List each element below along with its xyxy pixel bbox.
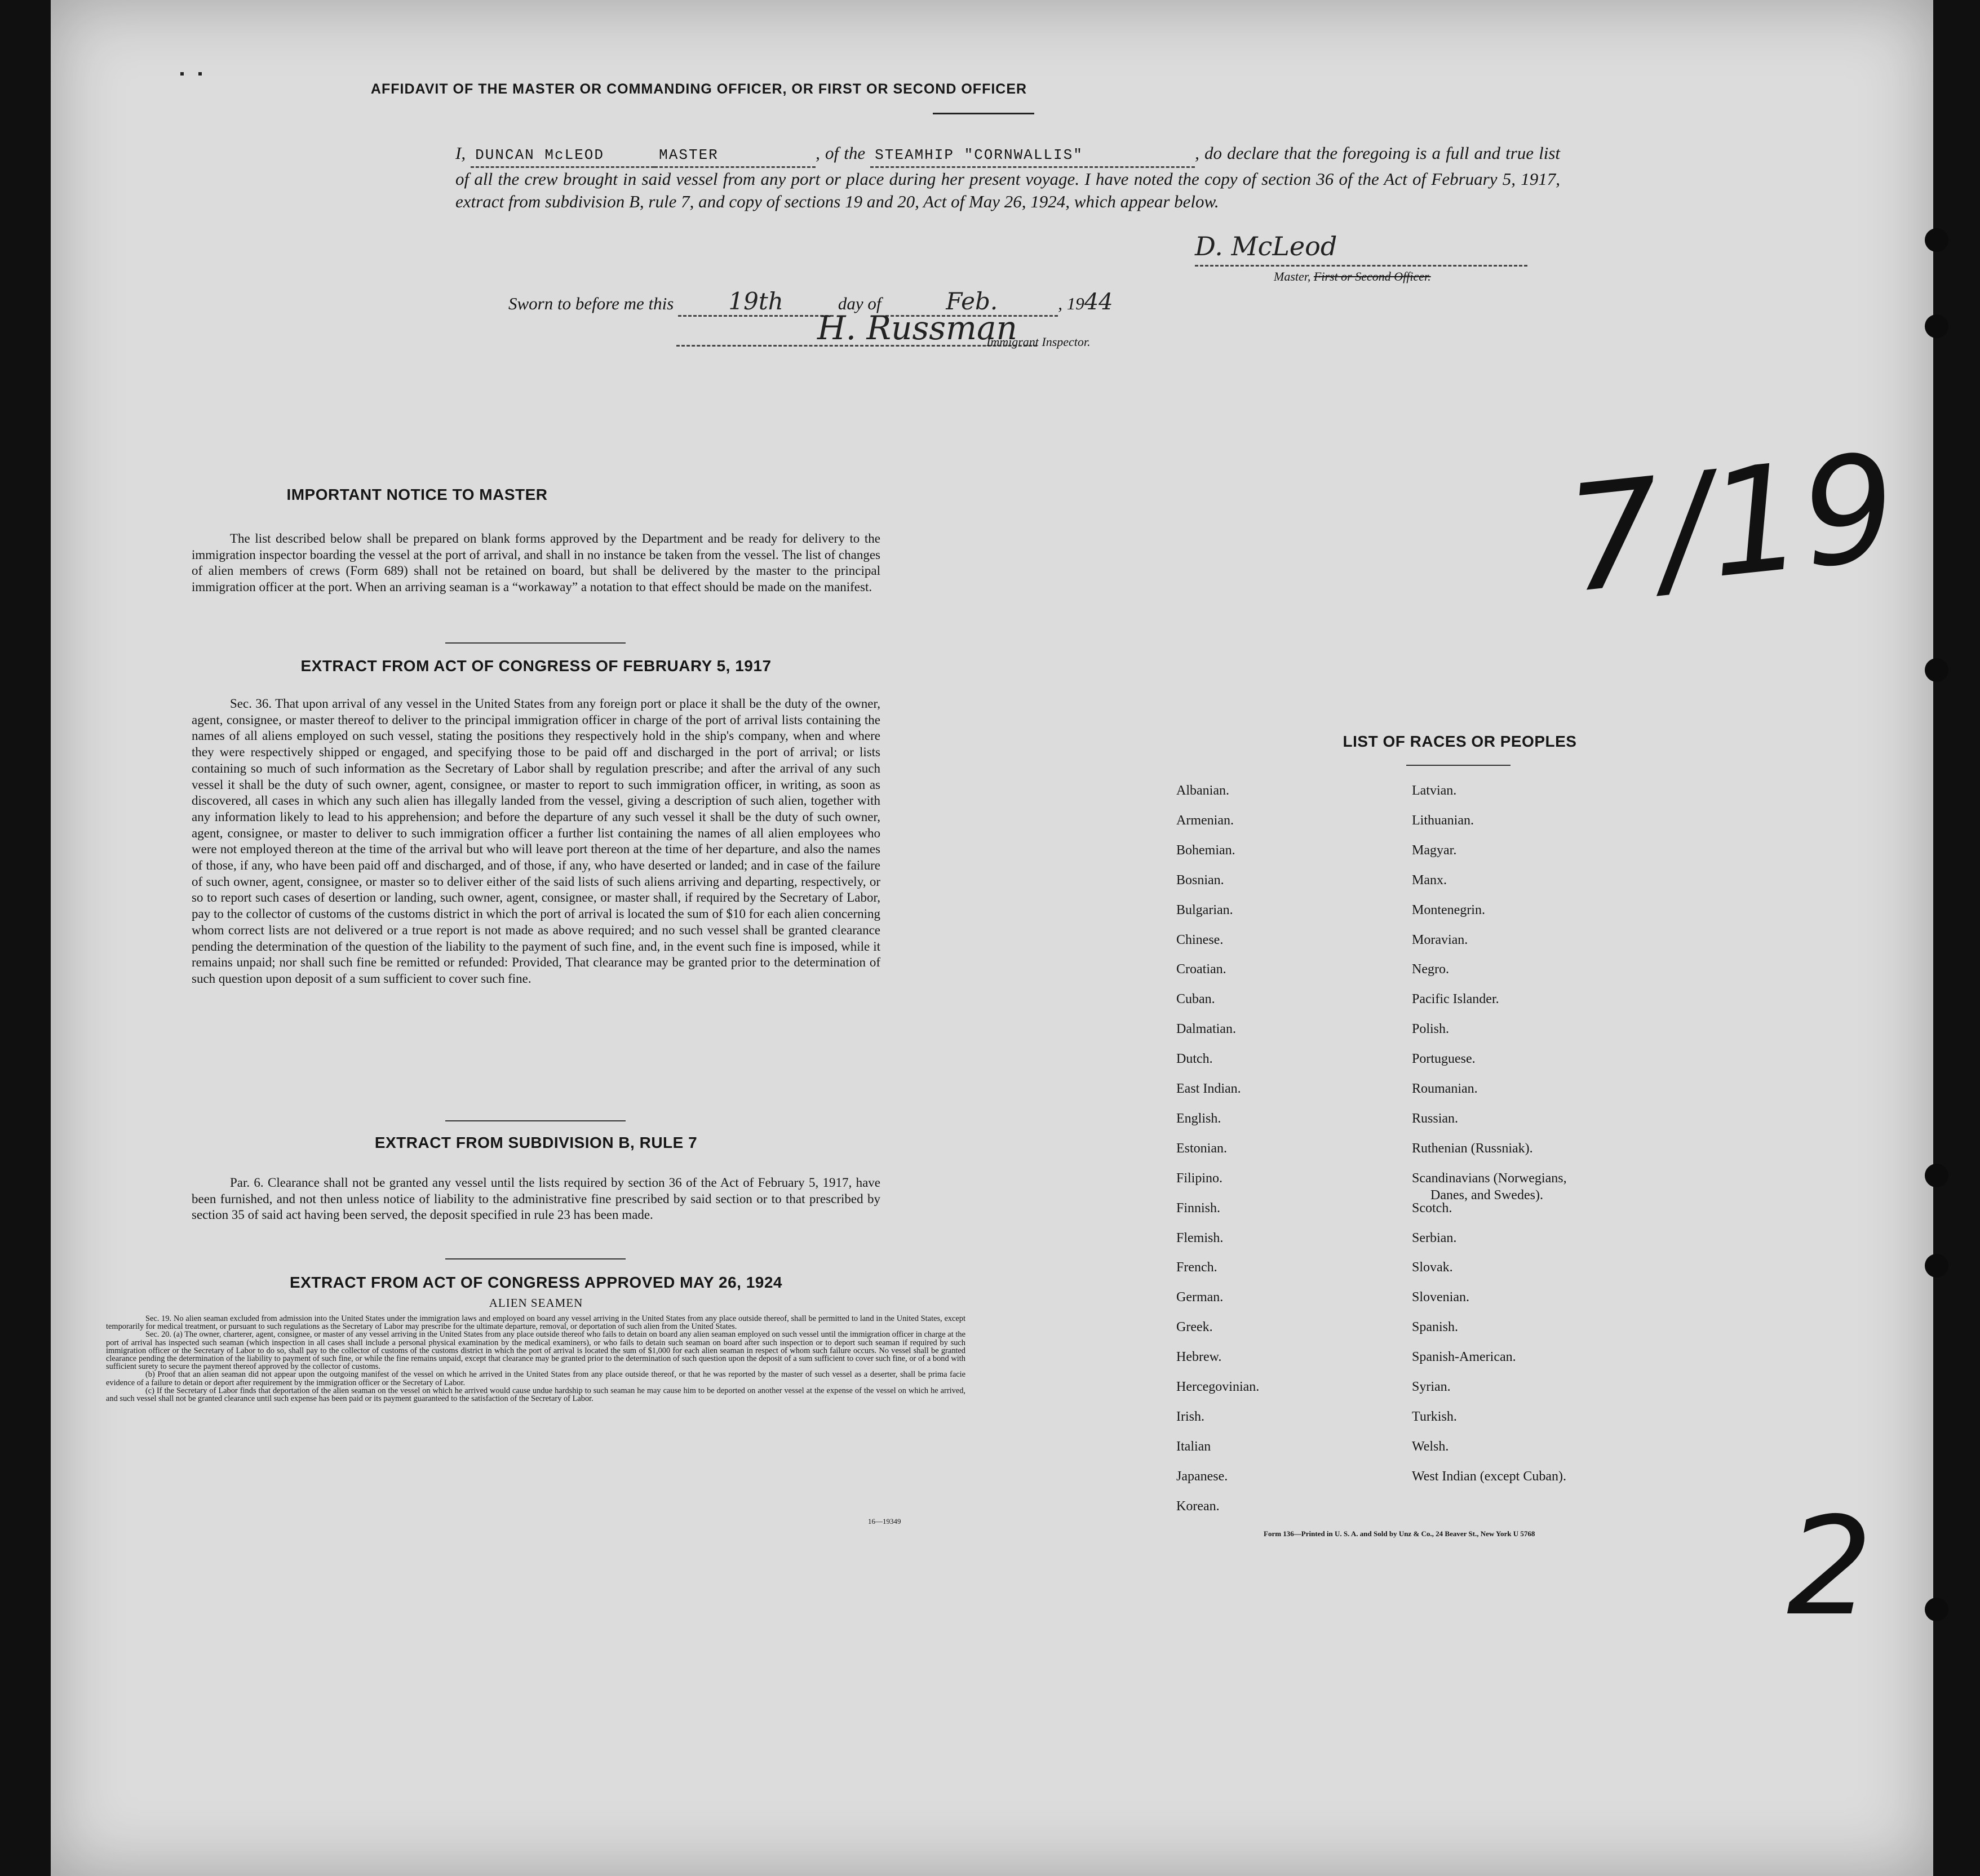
of-the-label: , of the [816, 143, 866, 163]
race-item: Turkish. [1412, 1409, 1457, 1424]
sworn-line [508, 287, 1113, 317]
sworn-month: Feb. [946, 287, 998, 315]
race-item: Estonian. [1176, 1141, 1227, 1156]
handwritten-folio-number: 7/19 [1558, 422, 1904, 626]
sworn-day: 19th [728, 287, 783, 315]
punch-hole [1925, 228, 1948, 252]
declare-label: , do declare [1195, 143, 1279, 163]
sec20c-text: (c) If the Secretary of Labor finds that deportation of the alien seaman on the vessel on which he arrived would cause undue hardship to such seaman he may cause him to be deported on another vessel at the expense of the vessel on which he arrived, and such vessel shall not be granted clearance until such expense has been paid or its payment guaranteed to the satisfaction of the Secretary of Labor. [106, 1386, 965, 1404]
declaration-text: that the foregoing is a full and true list of all the crew brought in said vessel from any port or place during her present voyage. I have noted the copy of section 36 of the Act of February 5, 1917, extract from subdivision B, rule 7, and copy of sections 19 and 20, Act of May 26, 1924, which appear below. [455, 143, 1561, 211]
punch-hole [1925, 658, 1948, 682]
sec19-text: Sec. 19. No alien seaman excluded from admission into the United States under the immigration laws and employed on board any vessel arriving in the United States from any place outside thereof, shall be permitted to land in the United States, except temporarily for medical treatment, or pursuant to such regulations as the Secretary of Labor may prescribe for the ultimate departure, removal, or deportation of such alien from the United States. [106, 1314, 965, 1332]
caption-master: Master, [1274, 269, 1311, 283]
race-item: Negro. [1412, 962, 1449, 977]
race-item: Syrian. [1412, 1380, 1451, 1394]
print-code: 16—19349 [868, 1517, 901, 1525]
extract-1924-title: EXTRACT FROM ACT OF CONGRESS APPROVED MAY 26, 1924 [290, 1274, 782, 1291]
race-item: Spanish-American. [1412, 1350, 1516, 1365]
race-item: English. [1176, 1111, 1221, 1126]
divider [445, 1258, 626, 1259]
race-item: Moravian. [1412, 932, 1468, 947]
divider [1406, 765, 1511, 766]
notice-text: The list described below shall be prepared on blank forms approved by the Department and be ready for delivery to the immigration inspector boarding the vessel at the port of arrival, and shall in no instance be taken from the vessel. The list of changes of alien members of crews (Form 689) shall not be retained on board, but shall be delivered by the master to the principal immigration officer at the port. When an arriving seaman is a “workaway” a notation to that effect should be made on the manifest. [192, 531, 880, 595]
inspector-line [676, 345, 1037, 347]
race-item: Filipino. [1176, 1170, 1223, 1186]
race-item: Danes, and Swedes). [1430, 1187, 1543, 1203]
race-item: Cuban. [1176, 992, 1215, 1007]
day-of-label: day of [838, 294, 882, 313]
punch-hole [1925, 1164, 1948, 1187]
race-item: Portuguese. [1412, 1052, 1476, 1067]
alien-seamen-subtitle: ALIEN SEAMEN [489, 1296, 583, 1310]
race-item: French. [1176, 1260, 1217, 1275]
day-field [678, 287, 834, 317]
race-item: Spanish. [1412, 1320, 1459, 1335]
race-item: Scandinavians (Norwegians, [1412, 1170, 1567, 1186]
race-item: Flemish. [1176, 1230, 1224, 1245]
race-item: Hercegovinian. [1176, 1380, 1260, 1394]
rule7-text: Par. 6. Clearance shall not be granted any vessel until the lists required by section 36 of the Act of February 5, 1917, have been furnished, and not then unless notice of liability to the administrative fine prescribed by said section or to that prescribed by section 35 of said act having been served, the deposit specified in rule 23 has been made. [192, 1176, 880, 1222]
punch-hole [1925, 1598, 1948, 1621]
master-rank: MASTER [659, 147, 719, 163]
notice-title: IMPORTANT NOTICE TO MASTER [286, 486, 548, 503]
race-item: Russian. [1412, 1111, 1459, 1126]
divider [445, 1120, 626, 1121]
vessel-field [870, 142, 1195, 168]
race-item: Lithuanian. [1412, 813, 1474, 828]
race-item: Chinese. [1176, 932, 1224, 947]
race-item: Ruthenian (Russniak). [1412, 1141, 1533, 1156]
race-item: German. [1176, 1290, 1224, 1305]
race-item: Dutch. [1176, 1052, 1213, 1067]
master-name: DUNCAN McLEOD [475, 147, 605, 163]
divider [933, 113, 1034, 114]
inspector-signature: H. Russman [817, 309, 1017, 347]
race-item: Manx. [1412, 872, 1447, 888]
race-item: Slovak. [1412, 1260, 1453, 1275]
form-note: Form 136—Printed in U. S. A. and Sold by Unz & Co., 24 Beaver St., New York U 5768 [1264, 1529, 1535, 1538]
name-field [471, 142, 654, 168]
race-item: Bohemian. [1176, 842, 1235, 858]
race-item: Latvian. [1412, 783, 1457, 798]
handwritten-mark: 2 [1787, 1488, 1873, 1646]
document-page [51, 0, 1933, 1876]
race-item: Scotch. [1412, 1200, 1452, 1216]
races-title: LIST OF RACES OR PEOPLES [1343, 733, 1577, 750]
race-item: Irish. [1176, 1409, 1204, 1424]
race-item: West Indian (except Cuban). [1412, 1469, 1566, 1484]
sworn-label: Sworn to before me this [508, 294, 674, 313]
race-item: Polish. [1412, 1022, 1450, 1037]
extract-1917-title: EXTRACT FROM ACT OF CONGRESS OF FEBRUARY 5, 1917 [300, 657, 772, 675]
race-item: Armenian. [1176, 813, 1234, 828]
sworn-year: 44 [1084, 289, 1113, 315]
signature-line [1195, 265, 1527, 267]
race-item: East Indian. [1176, 1081, 1241, 1096]
divider [445, 642, 626, 644]
race-item: Serbian. [1412, 1230, 1457, 1245]
punch-hole [1925, 314, 1948, 338]
race-item: Italian [1176, 1439, 1211, 1454]
race-item: Finnish. [1176, 1200, 1221, 1216]
race-item: Croatian. [1176, 962, 1226, 977]
vessel-name: STEAMHIP "CORNWALLIS" [875, 147, 1083, 163]
race-item: Roumanian. [1412, 1081, 1478, 1096]
speck [180, 72, 184, 76]
race-item: Greek. [1176, 1320, 1213, 1335]
race-item: Albanian. [1176, 783, 1229, 798]
caption-struck: First or Second Officer. [1313, 269, 1431, 283]
master-signature: D. McLeod [1195, 231, 1337, 261]
affidavit-title: AFFIDAVIT OF THE MASTER OR COMMANDING OFFICER, OR FIRST OR SECOND OFFICER [370, 81, 1027, 97]
sec20a-text: Sec. 20. (a) The owner, charterer, agent, consignee, or master of any vessel arriving in the United States from any place outside thereof who fails to detain on board any alien seaman employed on such vessel until the immigration officer in charge at the port of arrival has inspected such seaman (which inspection in all cases shall include a personal physical examination by the medical examiners), or who fails to detain such seaman on board after such inspection or to deport such seaman if required by such immigration officer or the Secretary of Labor to do so, shall pay to the collector of customs of the customs district in which the port of arrival is located the sum of $1,000 for each alien seaman in respect of whom such failure occurs. No vessel shall be granted clearance pending the determination of the liability to payment of such fine, or while the fine remains unpaid, except that clearance may be granted prior to the determination of such question upon the deposit of a sum sufficient to cover such fine, or of a bond with sufficient surety to secure the payment thereof approved by the collector of customs. [106, 1330, 965, 1372]
rank-field [654, 142, 816, 168]
race-item: Slovenian. [1412, 1290, 1469, 1305]
race-item: Korean. [1176, 1498, 1220, 1514]
race-item: Magyar. [1412, 842, 1457, 858]
declaration-block [455, 142, 1560, 213]
rule7-title: EXTRACT FROM SUBDIVISION B, RULE 7 [374, 1134, 698, 1151]
speck [198, 72, 202, 76]
race-item: Bosnian. [1176, 872, 1224, 888]
race-item: Japanese. [1176, 1469, 1228, 1484]
race-item: Bulgarian. [1176, 902, 1233, 917]
extract-1924-body [106, 1315, 965, 1403]
declaration-i: I, [455, 143, 466, 163]
race-item: Montenegrin. [1412, 902, 1485, 917]
inspector-caption: Immigrant Inspector. [986, 335, 1091, 349]
year-prefix: , 19 [1058, 294, 1084, 313]
race-item: Welsh. [1412, 1439, 1449, 1454]
sec20b-text: (b) Proof that an alien seaman did not appear upon the outgoing manifest of the vessel on which he arrived in the United States from any place outside thereof, or that he was reported by the master of such vessel as a deserter, shall be prima facie evidence of a failure to detain or deport after requirement by the immigration officer or the Secretary of Labor. [106, 1370, 965, 1387]
race-item: Dalmatian. [1176, 1022, 1236, 1037]
race-item: Hebrew. [1176, 1350, 1222, 1365]
signer-caption [1274, 269, 1431, 284]
punch-hole [1925, 1254, 1948, 1278]
extract-1917-text: Sec. 36. That upon arrival of any vessel in the United States from any foreign port or place it shall be the duty of the owner, agent, consignee, or master thereof to deliver to the principal immigration officer in charge of the port of arrival lists containing the names of all aliens employed on such vessel, stating the positions they respectively hold in the ship's company, when and where they were respectively shipped or engaged, and specifying those to be paid off and discharged in the port of arrival; or lists containing so much of such information as the Secretary of Labor shall by regulation prescribe; and after the arrival of any such vessel it shall be the duty of such owner, agent, consignee, or master to report to such immigration officer, in writing, as soon as discovered, all cases in which any such alien has illegally landed from the vessel, giving a description of such alien, together with any information likely to lead to his apprehension; and before the departure of any such vessel it shall be the duty of such owner, agent, consignee, or master to deliver to such immigration officer a further list containing the names of all alien employees who were not employed thereon at the time of the arrival but who will leave port thereon at the time of her departure, and also the names of those, if any, who have been paid off and discharged, and of those, if any, who have deserted or landed; and in case of the failure of such owner, agent, consignee, or master so to deliver either of the said lists of such aliens arriving and departing, respectively, or so to report such cases of desertion or landing, such owner, agent, consignee, or master shall, if required by the Secretary of Labor, pay to the collector of customs of the customs district in which the port of arrival is located the sum of $10 for each alien concerning whom correct lists are not delivered or a true report is not made as above required; and no such vessel shall be granted clearance pending the determination of the question of the liability to the payment of such fine, and, in the event such fine is imposed, while it remains unpaid; nor shall such fine be remitted or refunded: Provided, That clearance may be granted prior to the determination of such question upon deposit of a sum sufficient to cover such fine. [192, 697, 880, 986]
race-item: Pacific Islander. [1412, 992, 1499, 1007]
